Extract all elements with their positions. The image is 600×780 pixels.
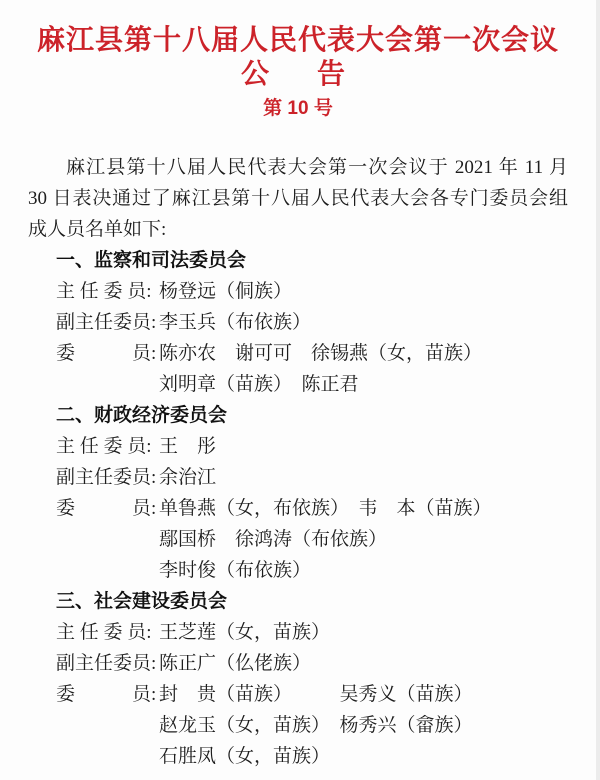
member-row xyxy=(56,462,568,493)
role-label: 副主任委员: xyxy=(56,467,157,488)
member-names-line: 刘明章（苗族） 陈正君 xyxy=(159,374,359,395)
member-names xyxy=(159,431,216,462)
role-label: 主 任 委 员: xyxy=(56,281,152,302)
member-names-line: 杨登远（侗族） xyxy=(159,281,293,302)
member-row xyxy=(56,307,568,338)
member-row xyxy=(56,276,568,307)
member-names-line: 封 贵（苗族） 吴秀义（苗族） xyxy=(159,684,473,705)
member-row xyxy=(56,431,568,462)
document-number: 第 10 号 xyxy=(263,98,333,119)
member-names-line: 陈正广（仫佬族） xyxy=(159,653,312,674)
member-names xyxy=(159,276,292,307)
member-row xyxy=(56,648,568,679)
document-body xyxy=(0,152,596,772)
member-names-line: 赵龙玉（女，苗族） 杨秀兴（畲族） xyxy=(159,715,473,736)
member-row xyxy=(56,493,568,586)
role-label: 委 员: xyxy=(56,343,157,364)
role-label: 副主任委员: xyxy=(56,653,157,674)
announcement-label: 公 告 xyxy=(240,59,355,90)
member-names xyxy=(159,462,216,493)
section-3-title: 三、社会建设委员会 xyxy=(56,591,228,612)
member-names-line: 单鲁燕（女，布依族） 韦 本（苗族） xyxy=(159,498,492,519)
member-names-line: 鄢国桥 徐鸿涛（布依族） xyxy=(159,529,388,550)
member-row xyxy=(56,338,568,400)
member-row xyxy=(56,679,568,772)
role-label: 委 员: xyxy=(56,498,157,519)
role-label: 副主任委员: xyxy=(56,312,157,333)
intro-line: 30 日表决通过了麻江县第十八届人民代表大会各专门委员会组 xyxy=(28,188,568,209)
role-label: 主 任 委 员: xyxy=(56,622,152,643)
section-2-title: 二、财政经济委员会 xyxy=(56,405,228,426)
member-names xyxy=(159,617,330,648)
member-names-line: 李玉兵（布依族） xyxy=(159,312,312,333)
document-title: 麻江县第十八届人民代表大会第一次会议 xyxy=(36,25,559,56)
member-names-line: 陈亦农 谢可可 徐锡燕（女，苗族） xyxy=(159,343,483,364)
member-names-line: 王 彤 xyxy=(159,436,217,457)
role-label: 委 员: xyxy=(56,684,157,705)
intro-line: 麻江县第十八届人民代表大会第一次会议于 2021 年 11 月 xyxy=(66,157,568,178)
section-1-title: 一、监察和司法委员会 xyxy=(56,250,247,271)
member-names-line: 李时俊（布依族） xyxy=(159,560,312,581)
member-row xyxy=(56,617,568,648)
member-names xyxy=(159,648,311,679)
member-names xyxy=(159,493,492,586)
role-label: 主 任 委 员: xyxy=(56,436,152,457)
intro-line: 成人员名单如下: xyxy=(28,219,167,240)
document-header xyxy=(0,0,596,122)
member-names xyxy=(159,338,482,400)
member-names-line: 王芝莲（女，苗族） xyxy=(159,622,331,643)
member-names xyxy=(159,679,473,772)
member-names-line: 余治江 xyxy=(159,467,217,488)
member-names xyxy=(159,307,311,338)
member-names-line: 石胜凤（女，苗族） xyxy=(159,746,331,767)
